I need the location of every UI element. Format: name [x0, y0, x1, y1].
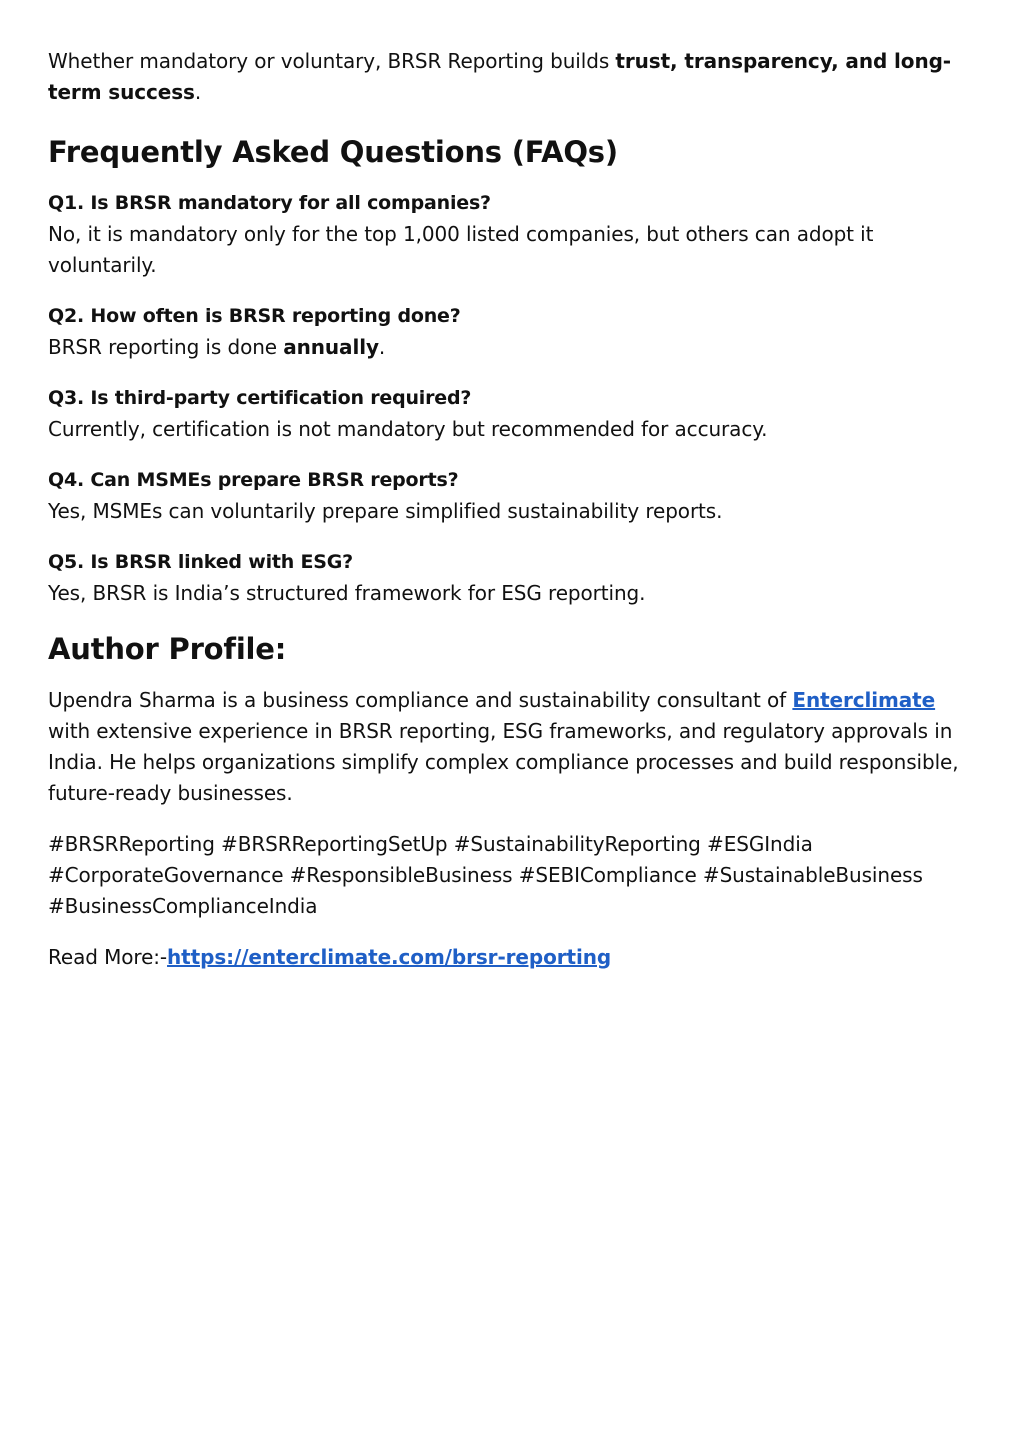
faq-heading: Frequently Asked Questions (FAQs) [48, 135, 618, 169]
faq-item-5 [48, 547, 976, 609]
hashtags: #BRSRReporting #BRSRReportingSetUp #SustainabilityReporting #ESGIndia #CorporateGovernance #ResponsibleBusiness #SEBICompliance #SustainableBusiness #BusinessComplianceIndia [48, 832, 923, 918]
faq-answer-text: BRSR reporting is done [48, 335, 284, 359]
faq-answer [48, 332, 976, 363]
faq-answer: Currently, certification is not mandatory but recommended for accuracy. [48, 417, 768, 441]
faq-answer-end: . [378, 335, 386, 359]
intro-paragraph [48, 46, 976, 108]
read-more [48, 942, 976, 973]
faq-question: Q4. Can MSMEs prepare BRSR reports? [48, 469, 459, 491]
faq-answer-bold: annually [283, 335, 379, 359]
author-bio [48, 685, 976, 809]
faq-item-2 [48, 301, 976, 363]
faq-item-1 [48, 188, 976, 281]
faq-question: Q2. How often is BRSR reporting done? [48, 305, 461, 327]
intro-end: . [194, 80, 202, 104]
read-more-label: Read More:- [48, 945, 168, 969]
faq-list [48, 188, 976, 609]
author-bio-text-end: with extensive experience in BRSR reporting, ESG frameworks, and regulatory approvals in India. He helps organizations simplify complex compliance processes and build responsible, future-ready businesses. [48, 719, 959, 805]
read-more-link[interactable]: https://enterclimate.com/brsr-reporting [167, 945, 612, 969]
faq-answer: Yes, MSMEs can voluntarily prepare simplified sustainability reports. [48, 499, 723, 523]
author-heading: Author Profile: [48, 632, 287, 666]
intro-bold-text: trust, transparency, and long-term success [48, 49, 952, 104]
enterclimate-link[interactable]: Enterclimate [792, 688, 936, 712]
faq-item-4 [48, 465, 976, 527]
faq-item-3 [48, 383, 976, 445]
author-bio-text: Upendra Sharma is a business compliance and sustainability consultant of [48, 688, 793, 712]
faq-question: Q5. Is BRSR linked with ESG? [48, 551, 353, 573]
faq-answer: No, it is mandatory only for the top 1,000 listed companies, but others can adopt it voluntarily. [48, 222, 874, 277]
faq-answer: Yes, BRSR is India’s structured framework for ESG reporting. [48, 581, 646, 605]
faq-question: Q3. Is third-party certification required? [48, 387, 472, 409]
faq-question: Q1. Is BRSR mandatory for all companies? [48, 192, 491, 214]
intro-text: Whether mandatory or voluntary, BRSR Reporting builds [48, 49, 616, 73]
